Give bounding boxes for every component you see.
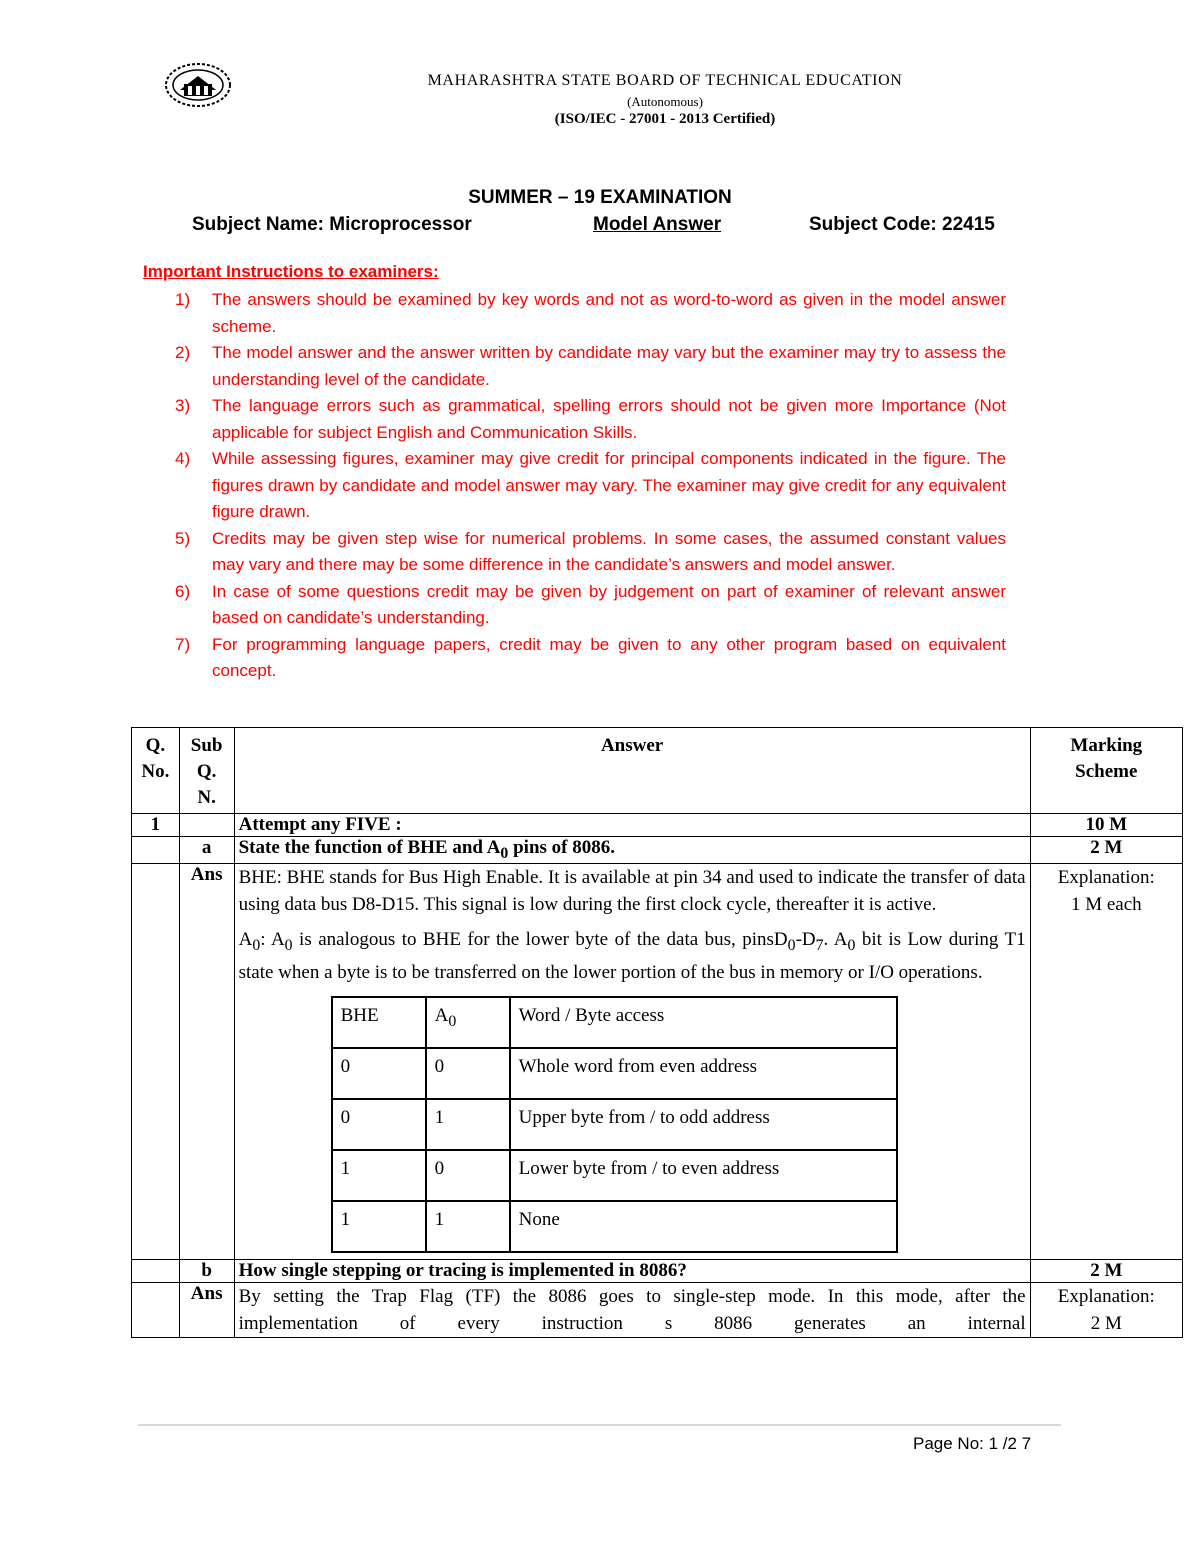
truth-table-row	[332, 1099, 897, 1150]
header-subq: Sub Q. N.	[179, 728, 234, 814]
instruction-number: 4)	[175, 449, 191, 468]
header-marking-scheme: Marking Scheme	[1030, 728, 1182, 814]
truth-header-a0: $A_0$	[426, 997, 510, 1048]
table-row	[132, 1282, 1183, 1337]
truth-a0: 0	[426, 1048, 510, 1099]
question-title: Attempt any FIVE :	[234, 814, 1030, 837]
instruction-text: Credits may be given step wise for numerical problems. In some cases, the assumed constant values may vary and there may be some difference in the candidate’s answers and model answer.	[212, 528, 1006, 574]
instruction-number: 1)	[175, 290, 191, 309]
truth-bhe: 0	[332, 1048, 426, 1099]
answer-paragraph: $A_0$: $A_0$ is analogous to BHE for the lower byte of the data bus, $pinsD_0-D_7$. $A_0$ bit is Low during T1 state when a byte is to be transferred on the lower portion of the bus in memory or I/O operations.	[238, 928, 1026, 983]
board-iso-certification: (ISO/IEC - 27001 - 2013 Certified)	[554, 111, 776, 127]
footer-divider	[138, 1424, 1061, 1426]
table-row	[132, 814, 1183, 837]
instruction-text: The answers should be examined by key words and not as word-to-word as given in the model answer scheme.	[212, 290, 1006, 336]
sub-question-label: b	[179, 1259, 234, 1282]
truth-bhe: 1	[332, 1150, 426, 1201]
instruction-number: 7)	[175, 634, 191, 654]
instruction-item	[143, 393, 1006, 446]
instruction-number: 5)	[175, 528, 191, 548]
question-marks: 10 M	[1030, 814, 1182, 837]
instruction-number: 3)	[175, 396, 191, 415]
empty-cell	[132, 1282, 180, 1337]
truth-table-row	[332, 1201, 897, 1252]
instructions-list	[143, 287, 1006, 685]
instruction-item	[143, 340, 1006, 393]
subject-code: Subject Code: 22415	[809, 214, 995, 235]
header-qno: Q. No.	[132, 728, 180, 814]
answer-paragraph: BHE: BHE stands for Bus High Enable. It is available at pin 34 and used to indicate the transfer of data using data bus D8-D15. This signal is low during the first clock cycle, thereafter it is active.	[238, 866, 1026, 915]
marking-explanation: Explanation: 2 M	[1030, 1282, 1182, 1337]
header-answer: Answer	[234, 728, 1030, 814]
truth-bhe: 0	[332, 1099, 426, 1150]
answer-body: By setting the Trap Flag (TF) the 8086 goes to single-step mode. In this mode, after the implementation of every instruction s 8086 generates an internal	[234, 1282, 1030, 1337]
instruction-number: 6)	[175, 581, 191, 601]
instruction-item	[143, 287, 1006, 340]
empty-cell	[132, 863, 180, 1259]
truth-a0: 0	[426, 1150, 510, 1201]
table-row	[132, 863, 1183, 1259]
page-number: Page No: 1 /2 7	[913, 1434, 1032, 1453]
msbte-logo	[164, 62, 232, 108]
question-number: 1	[132, 814, 180, 837]
sub-question-marks: 2 M	[1030, 837, 1182, 864]
instruction-text: The model answer and the answer written by candidate may vary but the examiner may try to assess the understanding level of the candidate.	[212, 343, 1006, 389]
truth-a0: 1	[426, 1201, 510, 1252]
truth-table-row	[332, 1048, 897, 1099]
truth-header-bhe: BHE	[332, 997, 426, 1048]
empty-cell	[132, 837, 180, 864]
instruction-text: The language errors such as grammatical, spelling errors should not be given more Importance (Not applicable for subject English and Communication Skills.	[212, 396, 1006, 442]
instruction-text: In case of some questions credit may be given by judgement on part of examiner of relevant answer based on candidate’s understanding.	[212, 581, 1006, 627]
truth-access: Whole word from even address	[510, 1048, 897, 1099]
exam-title: SUMMER – 19 EXAMINATION	[468, 187, 732, 208]
truth-table-header	[332, 997, 897, 1048]
model-answer-label: Model Answer	[593, 214, 722, 235]
truth-header-access: Word / Byte access	[510, 997, 897, 1048]
instruction-text: While assessing figures, examiner may give credit for principal components indicated in the figure. The figures drawn by candidate and model answer may vary. The examiner may give credit for any equivalent figure drawn.	[212, 449, 1006, 521]
table-header-row	[132, 728, 1183, 814]
empty-cell	[179, 814, 234, 837]
truth-table-row	[332, 1150, 897, 1201]
truth-access: Lower byte from / to even address	[510, 1150, 897, 1201]
answer-label: Ans	[179, 1282, 234, 1337]
sub-question-marks: 2 M	[1030, 1259, 1182, 1282]
instruction-item	[143, 632, 1006, 685]
bhe-a0-truth-table	[331, 996, 898, 1253]
instruction-item	[143, 526, 1006, 579]
subject-name: Subject Name: Microprocessor	[192, 214, 472, 235]
instructions-heading: Important Instructions to examiners:	[143, 262, 439, 281]
truth-access: Upper byte from / to odd address	[510, 1099, 897, 1150]
sub-question-text: How single stepping or tracing is implemented in 8086?	[234, 1259, 1030, 1282]
board-autonomous: (Autonomous)	[627, 94, 703, 109]
sub-question-label: a	[179, 837, 234, 864]
truth-access: None	[510, 1201, 897, 1252]
answer-body	[234, 863, 1030, 1259]
instruction-item	[143, 579, 1006, 632]
instruction-number: 2)	[175, 343, 191, 362]
instruction-item	[143, 446, 1006, 526]
answer-label: Ans	[179, 863, 234, 1259]
truth-bhe: 1	[332, 1201, 426, 1252]
table-row	[132, 1259, 1183, 1282]
answer-table	[131, 727, 1183, 1338]
board-name: MAHARASHTRA STATE BOARD OF TECHNICAL EDUCATION	[427, 72, 903, 89]
empty-cell	[132, 1259, 180, 1282]
sub-question-text: State the function of $\overline{BHE}$ and $A_0$ pins of 8086.	[234, 837, 1030, 864]
instruction-text: For programming language papers, credit may be given to any other program based on equivalent concept.	[212, 634, 1006, 680]
table-row	[132, 837, 1183, 864]
truth-a0: 1	[426, 1099, 510, 1150]
marking-explanation: Explanation: 1 M each	[1030, 863, 1182, 1259]
